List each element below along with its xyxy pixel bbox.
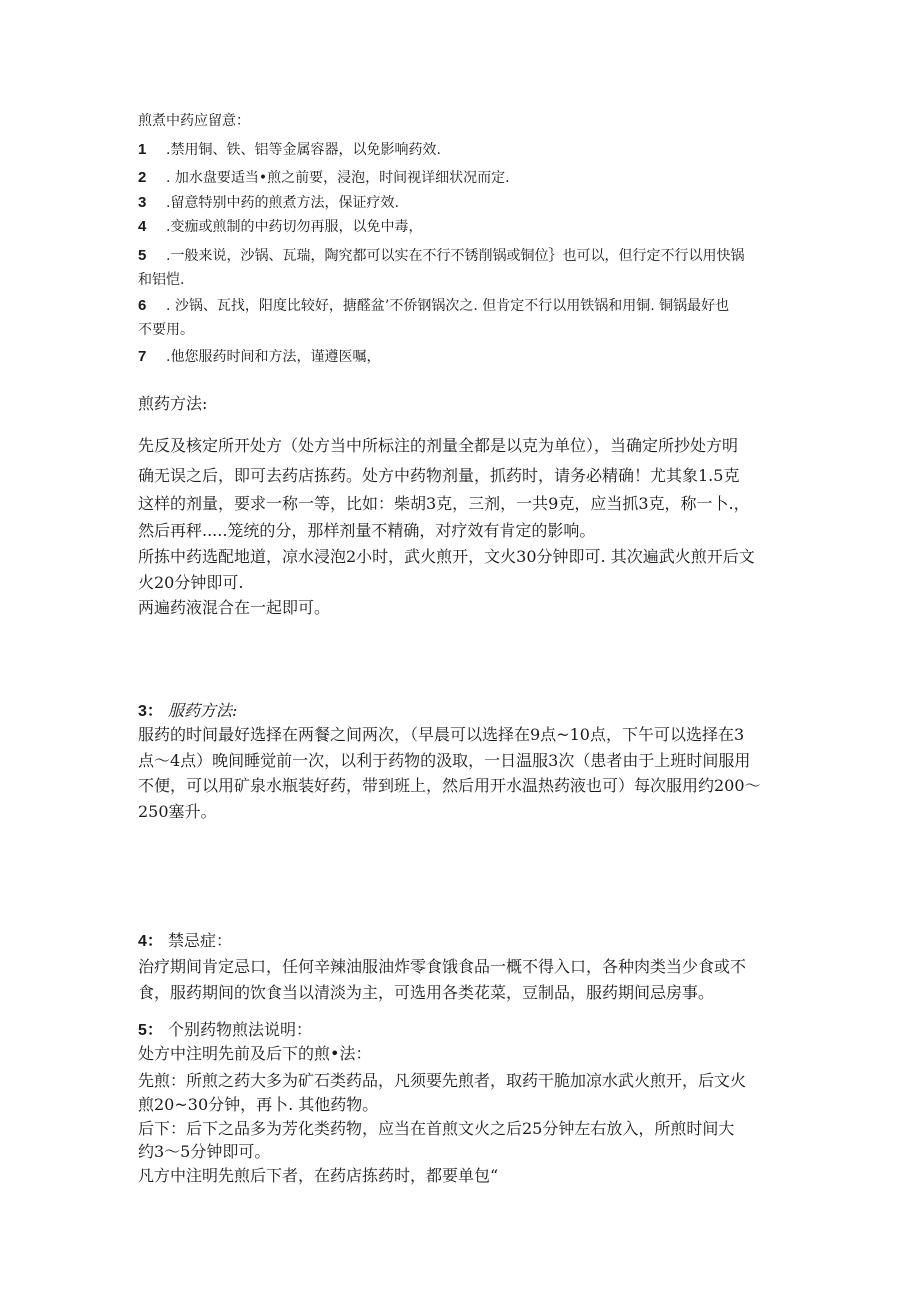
precaution-item bbox=[138, 195, 399, 210]
decoct-line: 所拣中药选配地道，凉水浸泡2小时，武火煎开，文火30分钟即可. 其次遍武火煎开后文 bbox=[138, 547, 755, 566]
section-line: 不便，可以用矿泉水瓶装好药，带到班上，然后用开水温热药液也可）每次服用约200～ bbox=[138, 776, 761, 795]
section-line: 食，服药期间的饮食当以清淡为主，可选用各类花菜，豆制品，服药期间忌房事。 bbox=[138, 983, 715, 1002]
precaution-number: 5 bbox=[138, 247, 147, 264]
section-heading bbox=[138, 703, 237, 720]
decoct-line: 火20分钟即可. bbox=[138, 573, 244, 592]
precaution-continuation: 和铝恺. bbox=[138, 272, 185, 288]
precaution-item bbox=[138, 349, 380, 364]
section-line: 后下：后下之品多为芳化类药物，应当在首煎文火之后25分钟左右放入，所煎时间大 bbox=[138, 1119, 735, 1138]
precaution-text: . 沙锅、瓦找，阳度比较好，搪醛盆’不侨钢锅次之. 但肯定不行以用铁锅和用铜. 铜锅最好也 bbox=[166, 298, 730, 314]
decoct-title: 煎药方法: bbox=[138, 394, 208, 413]
precaution-text: .他您服药时间和方法，谨遵医嘱， bbox=[166, 349, 381, 365]
section-title: 服药方法: bbox=[168, 701, 238, 720]
section-line: 服药的时间最好选择在两餐之间两次，（早晨可以选择在9点~10点，下午可以选择在3 bbox=[138, 725, 745, 744]
section-number: 4： bbox=[138, 933, 163, 950]
precaution-item bbox=[138, 219, 422, 234]
precaution-number: 2 bbox=[138, 169, 147, 186]
section-number: 3： bbox=[138, 703, 163, 720]
precaution-item bbox=[138, 248, 744, 263]
section-line: 250塞升。 bbox=[138, 802, 217, 821]
decoct-line: 两遍药液混合在一起即可。 bbox=[138, 598, 331, 617]
decoct-line: 确无误之后，即可去药店拣药。处方中药物剂量，抓药时，请务必精确！尤其象1.5克 bbox=[138, 466, 740, 485]
decoct-line: 这样的剂量，要求一称一等，比如：柴胡3克，三剂，一共9克，应当抓3克，称一卜.， bbox=[138, 494, 750, 513]
precaution-text: .一般来说，沙锅、瓦瑞，陶究都可以实在不行不锈削锅或铜位｝也可以，但行定不行以用快锅 bbox=[166, 248, 745, 264]
precaution-item bbox=[138, 298, 729, 313]
precaution-number: 6 bbox=[138, 297, 147, 314]
section-line: 煎20~30分钟，再卜. 其他药物。 bbox=[138, 1095, 379, 1114]
precaution-number: 7 bbox=[138, 348, 147, 365]
section-title: 禁忌症： bbox=[168, 931, 233, 950]
section-line: 点～4点）晚间睡觉前一次，以利于药物的汲取，一日温服3次（患者由于上班时间服用 bbox=[138, 751, 751, 770]
precaution-item bbox=[138, 142, 441, 157]
section-number: 5： bbox=[138, 1022, 163, 1039]
section-title: 个别药物煎法说明： bbox=[168, 1020, 313, 1039]
precaution-text: . 加水盘要适当•煎之前要，浸泡，时间视详细状况而定. bbox=[166, 170, 510, 186]
precaution-continuation: 不要用。 bbox=[138, 322, 194, 338]
precaution-text: .变痂或煎制的中药切勿再服，以免中毒， bbox=[166, 219, 423, 235]
section-heading bbox=[138, 933, 232, 950]
precaution-item bbox=[138, 170, 510, 185]
precaution-number: 1 bbox=[138, 141, 147, 158]
intro-title: 煎煮中药应留意： bbox=[138, 113, 250, 129]
decoct-line: 先反及核定所开处方（处方当中所标注的剂量全都是以克为单位），当确定所抄处方明 bbox=[138, 436, 739, 455]
section-line: 处方中注明先前及后下的煎•法： bbox=[138, 1044, 372, 1063]
section-line: 凡方中注明先煎后下者，在药店拣药时，都要单包“ bbox=[138, 1166, 499, 1185]
section-line: 治疗期间肯定忌口，任何辛辣油服油炸零食饿食品一概不得入口，各种肉类当少食或不 bbox=[138, 957, 747, 976]
section-heading bbox=[138, 1022, 312, 1039]
precaution-number: 3 bbox=[138, 194, 147, 211]
precaution-text: .禁用铜、铁、铝等金属容器，以免影响药效. bbox=[166, 142, 441, 158]
precaution-text: .留意特别中药的煎煮方法，保证疗效. bbox=[166, 195, 399, 211]
section-line: 约3～5分钟即可。 bbox=[138, 1142, 271, 1161]
section-line: 先煎：所煎之药大多为矿石类药品，凡须要先煎者，取药干脆加凉水武火煎开，后文火 bbox=[138, 1071, 747, 1090]
decoct-line: 然后再秤.....笼统的分，那样剂量不精确，对疗效有肯定的影响。 bbox=[138, 521, 596, 540]
precaution-number: 4 bbox=[138, 218, 147, 235]
